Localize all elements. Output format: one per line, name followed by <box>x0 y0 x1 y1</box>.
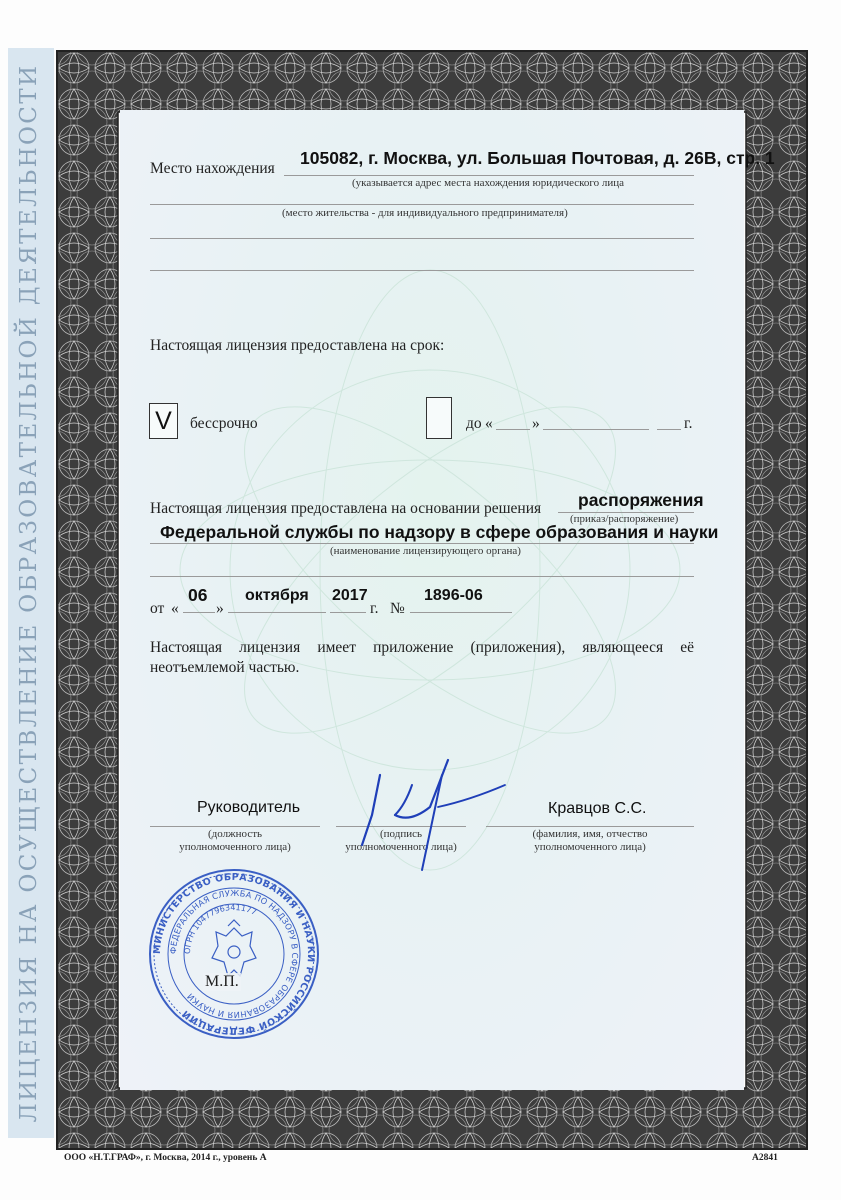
printer-credit: ООО «Н.Т.ГРАФ», г. Москва, 2014 г., уровень А <box>64 1153 267 1163</box>
stamp-inner-text: ФЕДЕРАЛЬНАЯ СЛУЖБА ПО НАДЗОРУ В СФЕРЕ ОБРАЗОВАНИЯ И НАУКИ <box>167 887 301 1021</box>
authority-hint: (наименование лицензирующего органа) <box>330 545 521 557</box>
date-quote-open: « <box>171 600 179 617</box>
date-year-suffix: г. <box>370 600 379 617</box>
mp-label: М.П. <box>205 973 239 990</box>
location-hint-legal: (указывается адрес места нахождения юридического лица <box>352 177 625 189</box>
signer-name: Кравцов С.С. <box>548 800 647 817</box>
location-line-3 <box>150 238 694 239</box>
until-quote-close: » <box>532 415 540 432</box>
location-hint-individual: (место жительства - для индивидуального предпринимателя) <box>282 207 568 219</box>
indefinite-label: бессрочно <box>190 415 258 432</box>
signer-position: Руководитель <box>197 799 301 816</box>
until-year-suffix: г. <box>684 415 693 432</box>
decision-type-hint: (приказ/распоряжение) <box>570 513 679 525</box>
indefinite-checkbox[interactable]: V <box>149 403 178 439</box>
until-year-line <box>657 429 681 430</box>
number-label: № <box>390 600 405 617</box>
location-label: Место нахождения <box>150 160 275 177</box>
official-stamp <box>146 866 322 1042</box>
coat-of-arms-icon <box>212 920 256 976</box>
sign-hint-2: уполномоченного лица) <box>345 841 457 853</box>
date-quote-close: » <box>216 600 224 617</box>
handwritten-signature <box>350 745 530 875</box>
term-label: Настоящая лицензия предоставлена на срок: <box>150 337 445 354</box>
stamp-outer-text: МИНИСТЕРСТВО ОБРАЗОВАНИЯ И НАУКИ РОССИЙСКОЙ ФЕДЕРАЦИИ <box>151 871 317 1037</box>
sign-hint-1: (подпись <box>379 828 422 840</box>
date-month-line <box>228 612 326 613</box>
date-year-line <box>330 612 366 613</box>
authority-value: Федеральной службы по надзору в сфере образования и науки <box>160 522 719 542</box>
location-value: 105082, г. Москва, ул. Большая Почтовая, д. 26В, стр. 1 <box>300 148 775 168</box>
date-day-line <box>183 612 215 613</box>
appendix-text: Настоящая лицензия имеет приложение (приложения), являющееся её неотъемлемой частью. <box>150 639 694 676</box>
location-line <box>284 175 694 176</box>
name-hint-2: уполномоченного лица) <box>534 841 646 853</box>
until-day-line <box>496 429 530 430</box>
authority-line <box>150 543 694 544</box>
authority-line-2 <box>150 576 694 577</box>
stamp-ogrn: ОГРН 1047796341177 <box>182 902 258 955</box>
date-month: октября <box>245 587 309 604</box>
decision-type: распоряжения <box>578 490 704 510</box>
form-code: А2841 <box>752 1153 778 1163</box>
date-year: 2017 <box>332 587 368 604</box>
until-quote-open: « <box>485 415 493 432</box>
number-line <box>410 612 512 613</box>
date-day: 06 <box>188 585 208 605</box>
side-title: ЛИЦЕНЗИЯ НА ОСУЩЕСТВЛЕНИЕ ОБРАЗОВАТЕЛЬНОЙ ДЕЯТЕЛЬНОСТИ <box>16 63 42 1123</box>
location-line-4 <box>150 270 694 271</box>
basis-label: Настоящая лицензия предоставлена на основании решения <box>150 500 542 517</box>
license-number: 1896-06 <box>424 587 483 604</box>
location-line-2 <box>150 204 694 205</box>
until-month-line <box>543 429 649 430</box>
until-checkbox[interactable] <box>426 397 452 439</box>
name-hint-1: (фамилия, имя, отчество <box>532 828 648 840</box>
until-prefix: до <box>466 415 482 432</box>
position-hint-2: уполномоченного лица) <box>179 841 291 853</box>
position-hint-1: (должность <box>207 828 263 840</box>
position-line <box>150 826 320 827</box>
date-from-label: от <box>150 600 165 617</box>
